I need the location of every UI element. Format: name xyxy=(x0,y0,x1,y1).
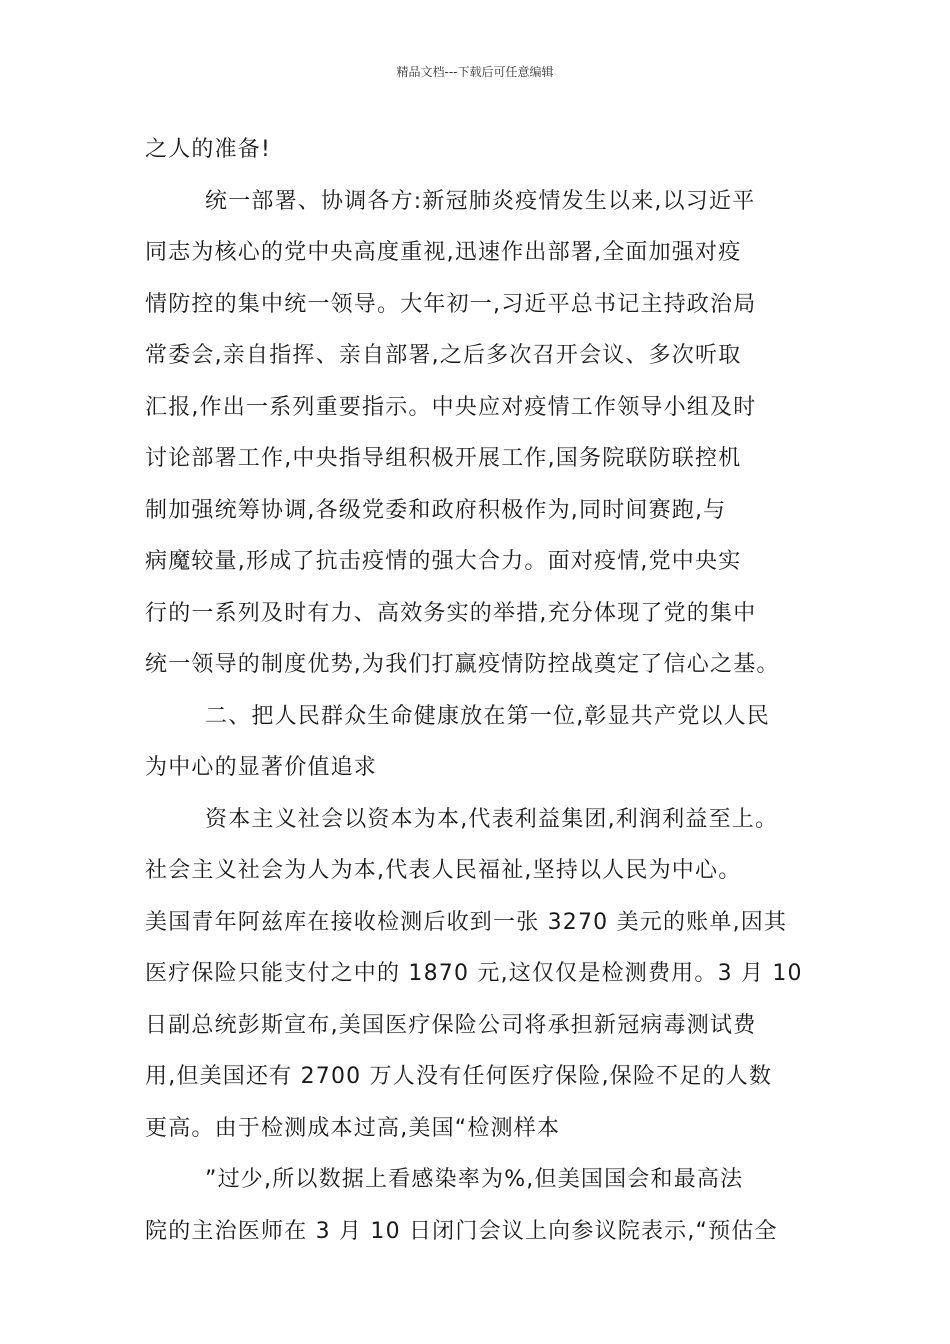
text-line: 同志为核心的党中央高度重视,迅速作出部署,全面加强对疫 xyxy=(145,240,742,265)
text-line: 为中心的显著价值追求 xyxy=(145,755,378,780)
text-line: 讨论部署工作,中央指导组积极开展工作,国务院联防联控机 xyxy=(145,446,742,471)
text-line: 用,但美国还有 2700 万人没有任何医疗保险,保险不足的人数 xyxy=(145,1064,773,1089)
text-line: 美国青年阿兹库在接收检测后收到一张 3270 美元的账单,因其 xyxy=(145,909,788,935)
text-line: 病魔较量,形成了抗击疫情的强大合力。面对疫情,党中央实 xyxy=(145,549,742,574)
page-header: 精品文档---下载后可任意编辑 xyxy=(396,65,554,79)
text-line: 更高。由于检测成本过高,美国“检测样本 xyxy=(145,1115,561,1141)
text-line: 医疗保险只能支付之中的 1870 元,这仅仅是检测费用。3 月 10 xyxy=(145,961,803,986)
text-line: 之人的准备! xyxy=(145,137,272,162)
text-line: 统一领导的制度优势,为我们打赢疫情防控战奠定了信心之基。 xyxy=(145,652,780,677)
text-line: 常委会,亲自指挥、亲自部署,之后多次召开会议、多次听取 xyxy=(145,343,742,368)
text-line: 制加强统筹协调,各级党委和政府积极作为,同时间赛跑,与 xyxy=(145,497,727,523)
text-line: 院的主治医师在 3 月 10 日闭门会议上向参议院表示,“预估全 xyxy=(145,1218,778,1244)
text-line: 行的一系列及时有力、高效务实的举措,充分体现了党的集中 xyxy=(145,600,757,626)
text-line: ”过少,所以数据上看感染率为%,但美国国会和最高法 xyxy=(205,1167,744,1192)
text-line: 汇报,作出一系列重要指示。中央应对疫情工作领导小组及时 xyxy=(145,394,757,420)
text-line: 资本主义社会以资本为本,代表利益集团,利润利益至上。 xyxy=(205,806,779,832)
text-line: 统一部署、协调各方:新冠肺炎疫情发生以来,以习近平 xyxy=(205,188,756,214)
text-line: 日副总统彭斯宣布,美国医疗保险公司将承担新冠病毒测试费 xyxy=(145,1012,757,1038)
text-line: 社会主义社会为人为本,代表人民福祉,坚持以人民为中心。 xyxy=(145,858,742,883)
text-line: 情防控的集中统一领导。大年初一,习近平总书记主持政治局 xyxy=(145,291,757,317)
text-line: 二、把人民群众生命健康放在第一位,彰显共产党以人民 xyxy=(205,703,770,729)
